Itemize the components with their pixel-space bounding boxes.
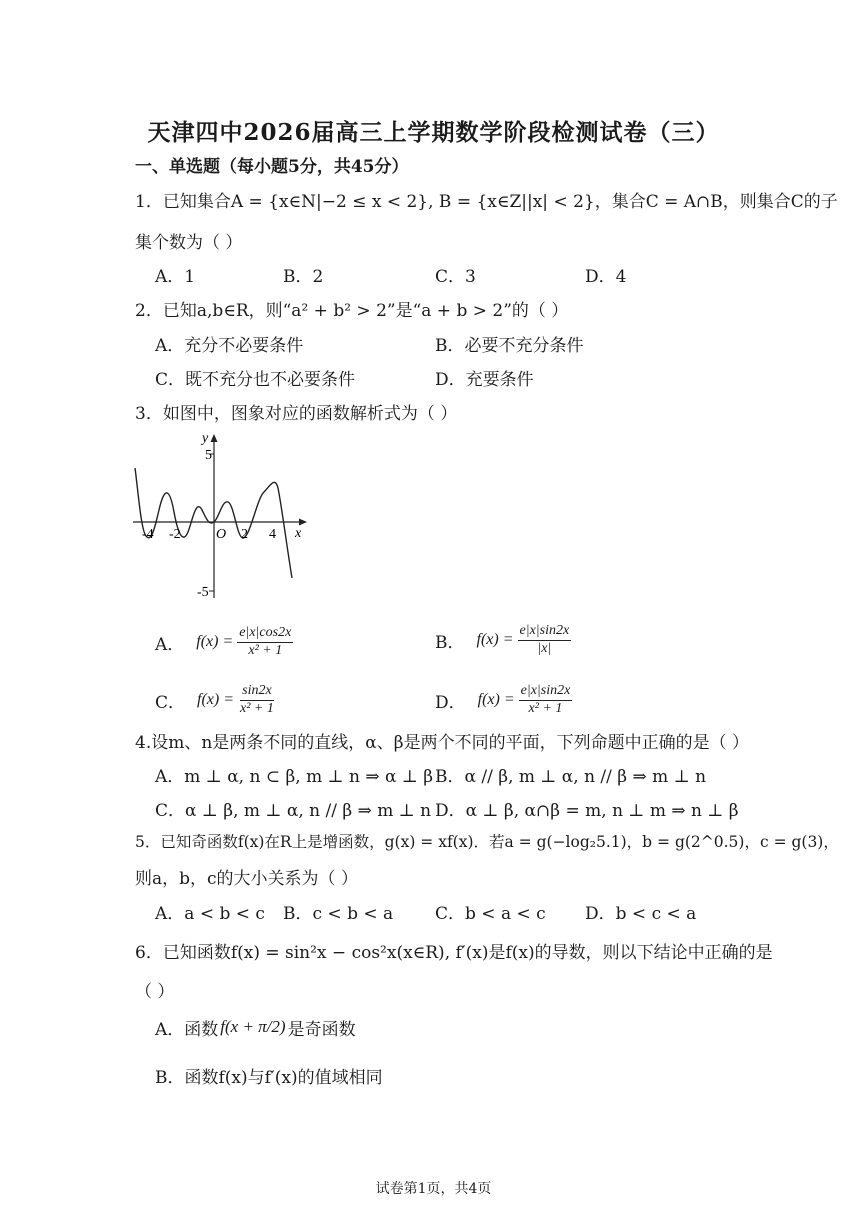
q5-option-a: A．a < b < c <box>155 904 265 924</box>
q4-option-a: A．m ⊥ α, n ⊂ β, m ⊥ n ⇒ α ⊥ β <box>155 767 434 787</box>
q3-option-a-lhs: f(x) = <box>196 633 234 650</box>
q6-option-a-expression: f(x + π/2) <box>220 1017 286 1036</box>
y-tick-neg5: -5 <box>197 585 209 600</box>
origin-label: O <box>216 527 227 542</box>
q3-option-d-label: D． <box>435 692 466 713</box>
y-tick-5: 5 <box>205 448 212 463</box>
q6-option-b: B．函数f(x)与f′(x)的值域相同 <box>155 1068 383 1088</box>
question-4-text: 4.设m、n是两条不同的直线，α、β是两个不同的平面，下列命题中正确的是（ ） <box>135 733 749 753</box>
q2-option-d: D．充要条件 <box>435 370 534 390</box>
q4-option-b: B．α // β, m ⊥ α, n // β ⇒ m ⊥ n <box>435 767 707 787</box>
x-tick-neg4: -4 <box>142 527 154 542</box>
page-title: 天津四中2026届高三上学期数学阶段检测试卷（三） <box>147 119 720 146</box>
q3-option-b <box>435 618 571 662</box>
section-heading: 一、单选题（每小题5分，共45分） <box>135 157 409 177</box>
q3-option-a-label: A． <box>155 634 185 655</box>
q3-option-c <box>155 678 276 722</box>
question-6-text: 6．已知函数f(x) = sin²x − cos²x(x∈R), f′(x)是f(x)的导数，则以下结论中正确的是 <box>135 943 773 963</box>
q6-option-a-suffix: 是奇函数 <box>287 1019 356 1040</box>
function-graph <box>125 428 315 603</box>
x-tick-4: 4 <box>269 527 276 542</box>
x-axis-arrow <box>299 519 307 526</box>
q2-option-b: B．必要不充分条件 <box>435 336 584 356</box>
page-footer: 试卷第1页，共4页 <box>375 1181 492 1197</box>
question-5-text: 5．已知奇函数f(x)在R上是增函数，g(x) = xf(x)．若a = g(−log₂5.1)，b = g(2^0.5)，c = g(3)， <box>135 833 839 851</box>
q3-option-c-denominator: x² + 1 <box>240 700 274 716</box>
q6-option-a-prefix: A．函数 <box>155 1019 219 1040</box>
q5-option-d: D．b < c < a <box>585 904 697 924</box>
q3-option-c-label: C． <box>155 692 186 713</box>
q3-option-b-numerator: e|x|sin2x <box>518 623 572 640</box>
q3-option-a <box>155 620 293 664</box>
q3-option-d <box>435 678 572 722</box>
q3-option-d-denominator: x² + 1 <box>528 700 563 716</box>
q3-option-b-lhs: f(x) = <box>476 631 514 648</box>
question-3-text: 3．如图中，图象对应的函数解析式为（ ） <box>135 404 458 424</box>
q3-option-c-numerator: sin2x <box>240 683 274 700</box>
q3-option-a-denominator: x² + 1 <box>248 642 283 658</box>
q3-option-b-denominator: |x| <box>537 640 552 656</box>
q3-option-c-lhs: f(x) = <box>197 691 235 708</box>
q5-option-c: C．b < a < c <box>435 904 546 924</box>
q1-option-b: B．2 <box>283 267 324 287</box>
q2-option-a: A．充分不必要条件 <box>155 336 304 356</box>
q3-option-b-fraction <box>518 623 572 656</box>
q3-option-c-fraction <box>238 683 276 716</box>
q4-option-d: D．α ⊥ β, α∩β = m, n ⊥ m ⇒ n ⊥ β <box>435 801 739 821</box>
question-2-text: 2．已知a,b∈R，则“a² + b² > 2”是“a + b > 2”的（ ） <box>135 301 569 321</box>
y-axis-label: y <box>202 431 209 446</box>
q3-option-b-label: B． <box>435 632 465 653</box>
q5-option-b: B．c < b < a <box>283 904 394 924</box>
q3-option-a-numerator: e|x|cos2x <box>237 625 293 642</box>
q1-option-d: D．4 <box>585 267 627 287</box>
q6-option-a <box>155 1012 356 1042</box>
q1-option-a: A．1 <box>155 267 196 287</box>
x-tick-2: 2 <box>241 527 248 542</box>
q3-option-a-fraction <box>237 625 293 658</box>
y-axis-arrow <box>211 434 218 442</box>
x-axis-label: x <box>295 526 302 541</box>
q3-option-d-numerator: e|x|sin2x <box>519 683 573 700</box>
q4-option-c: C．α ⊥ β, m ⊥ α, n // β ⇒ m ⊥ n <box>155 801 432 821</box>
q2-option-c: C．既不充分也不必要条件 <box>155 370 356 390</box>
question-6-text-cont: （ ） <box>135 982 175 1002</box>
question-1-text: 1．已知集合A = {x∈N|−2 ≤ x < 2}, B = {x∈Z||x| < 2}，集合C = A∩B，则集合C的子 <box>135 192 838 212</box>
x-tick-neg2: -2 <box>169 527 181 542</box>
q1-option-c: C．3 <box>435 267 476 287</box>
q3-option-d-lhs: f(x) = <box>477 691 515 708</box>
question-5-text-cont: 则a，b，c的大小关系为（ ） <box>135 869 358 889</box>
question-1-text-cont: 集个数为（ ） <box>135 233 243 253</box>
q3-option-d-fraction <box>519 683 573 716</box>
